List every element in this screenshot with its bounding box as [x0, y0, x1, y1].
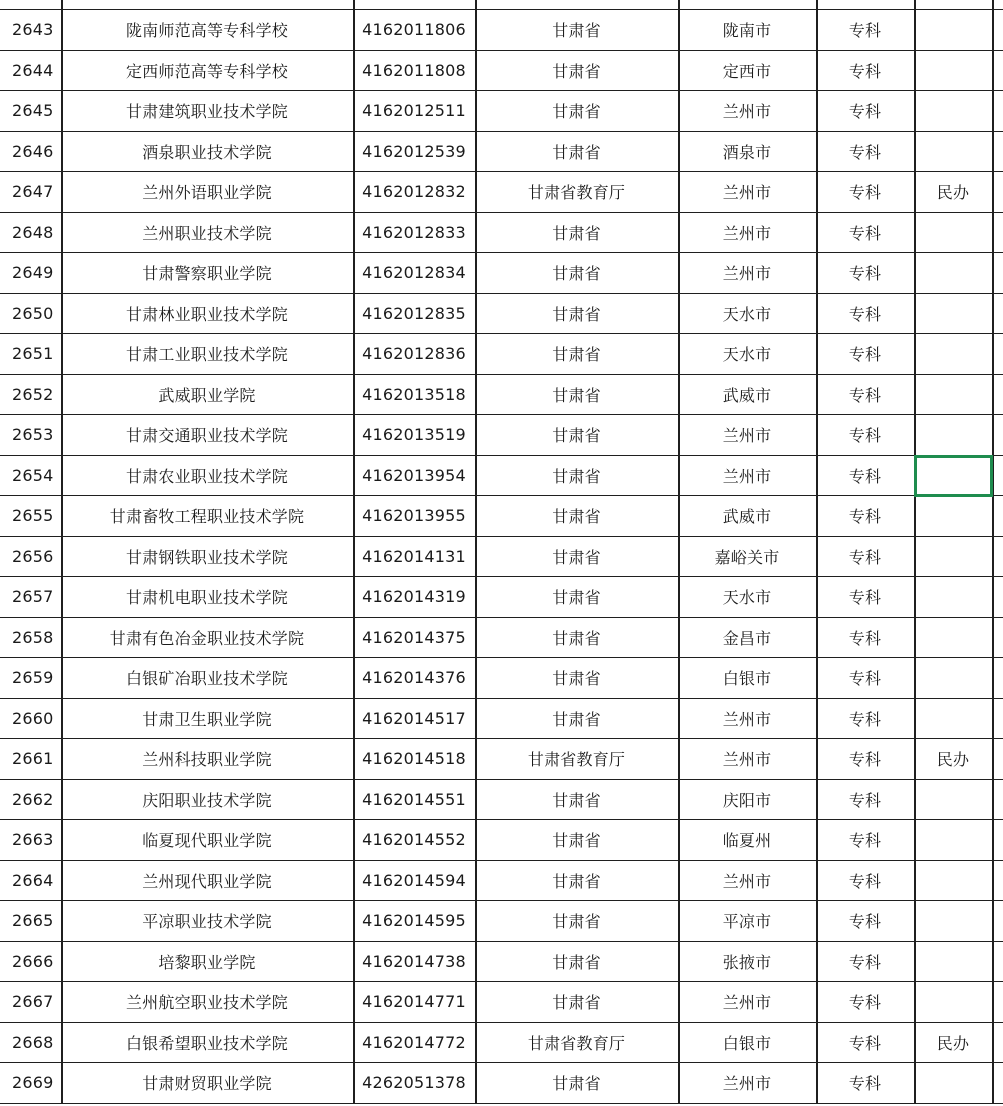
note-cell[interactable] [914, 942, 992, 982]
school-code-cell[interactable]: 4162012539 [362, 141, 466, 161]
row-number-cell[interactable]: 2644 [12, 60, 54, 80]
authority-cell[interactable]: 甘肃省 [552, 912, 601, 932]
row-number-cell[interactable]: 2663 [12, 830, 54, 850]
level-cell[interactable]: 专科 [848, 61, 882, 81]
school-code-cell[interactable]: 4162011806 [362, 20, 466, 40]
authority-cell[interactable]: 甘肃省 [552, 507, 601, 527]
level-cell[interactable]: 专科 [848, 952, 882, 972]
city-cell[interactable]: 临夏州 [722, 831, 772, 851]
table-row [0, 51, 1003, 92]
authority-cell[interactable]: 甘肃省教育厅 [527, 750, 626, 770]
authority-cell[interactable]: 甘肃省 [552, 831, 601, 851]
school-name-cell[interactable]: 甘肃建筑职业技术学院 [125, 102, 288, 122]
row-number-cell[interactable]: 2648 [12, 222, 54, 242]
city-cell[interactable]: 白银市 [722, 1033, 772, 1053]
level-cell[interactable]: 专科 [848, 628, 882, 648]
level-cell[interactable]: 专科 [848, 709, 882, 729]
table-row [0, 699, 1003, 740]
note-cell[interactable] [914, 537, 992, 577]
table-row [0, 577, 1003, 618]
city-cell[interactable]: 平凉市 [722, 912, 772, 932]
level-cell[interactable]: 专科 [848, 547, 882, 567]
school-name-cell[interactable]: 培黎职业学院 [158, 952, 256, 972]
table-row [0, 618, 1003, 659]
table-row [0, 375, 1003, 416]
note-cell[interactable] [914, 982, 992, 1022]
row-number-cell[interactable]: 2662 [12, 789, 54, 809]
level-cell[interactable]: 专科 [848, 507, 882, 527]
table-row [0, 132, 1003, 173]
school-code-cell[interactable]: 4162012834 [362, 263, 466, 283]
school-code-cell[interactable]: 4162012836 [362, 344, 466, 364]
column-divider [678, 0, 680, 1104]
city-cell[interactable]: 酒泉市 [722, 142, 772, 162]
column-divider [816, 0, 818, 1104]
school-code-cell[interactable]: 4162011808 [362, 60, 466, 80]
school-name-cell[interactable]: 平凉职业技术学院 [142, 912, 272, 932]
school-name-cell[interactable]: 甘肃工业职业技术学院 [125, 345, 288, 365]
note-cell[interactable] [914, 334, 992, 374]
row-number-cell[interactable]: 2668 [12, 1032, 54, 1052]
level-cell[interactable]: 专科 [848, 21, 882, 41]
school-name-cell[interactable]: 甘肃有色冶金职业技术学院 [109, 628, 305, 648]
level-cell[interactable]: 专科 [848, 183, 882, 203]
authority-cell[interactable]: 甘肃省 [552, 61, 601, 81]
note-cell[interactable] [914, 861, 992, 901]
level-cell[interactable]: 专科 [848, 426, 882, 446]
note-cell[interactable] [914, 496, 992, 536]
note-cell[interactable] [914, 1063, 992, 1103]
row-number-cell[interactable]: 2645 [12, 101, 54, 121]
authority-cell[interactable]: 甘肃省 [552, 871, 601, 891]
city-cell[interactable]: 兰州市 [722, 426, 772, 446]
note-cell[interactable] [914, 456, 992, 496]
school-code-cell[interactable]: 4162014375 [362, 627, 466, 647]
authority-cell[interactable]: 甘肃省 [552, 1074, 601, 1094]
city-cell[interactable]: 张掖市 [722, 952, 772, 972]
row-number-cell[interactable]: 2669 [12, 1073, 54, 1093]
level-cell[interactable]: 专科 [848, 142, 882, 162]
row-number-cell[interactable]: 2647 [12, 182, 54, 202]
authority-cell[interactable]: 甘肃省 [552, 385, 601, 405]
authority-cell[interactable]: 甘肃省 [552, 628, 601, 648]
school-code-cell[interactable]: 4162014551 [362, 789, 466, 809]
row-number-cell[interactable]: 2652 [12, 384, 54, 404]
school-name-cell[interactable]: 兰州航空职业技术学院 [125, 993, 288, 1013]
authority-cell[interactable]: 甘肃省 [552, 709, 601, 729]
level-cell[interactable]: 专科 [848, 669, 882, 689]
authority-cell[interactable]: 甘肃省 [552, 426, 601, 446]
note-cell[interactable]: 民办 [936, 183, 970, 203]
level-cell[interactable]: 专科 [848, 871, 882, 891]
note-cell[interactable] [914, 375, 992, 415]
row-number-cell[interactable]: 2658 [12, 627, 54, 647]
note-cell[interactable] [914, 618, 992, 658]
authority-cell[interactable]: 甘肃省 [552, 993, 601, 1013]
table-row [0, 901, 1003, 942]
level-cell[interactable]: 专科 [848, 385, 882, 405]
level-cell[interactable]: 专科 [848, 466, 882, 486]
level-cell[interactable]: 专科 [848, 588, 882, 608]
note-cell[interactable] [914, 699, 992, 739]
note-cell[interactable] [914, 253, 992, 293]
school-code-cell[interactable]: 4162013519 [362, 425, 466, 445]
table-row [0, 658, 1003, 699]
column-divider [914, 0, 916, 1104]
school-code-cell[interactable]: 4162014376 [362, 668, 466, 688]
school-code-cell[interactable]: 4162012511 [362, 101, 466, 121]
row-number-cell[interactable]: 2657 [12, 587, 54, 607]
table-row [0, 982, 1003, 1023]
school-code-cell[interactable]: 4162014595 [362, 911, 466, 931]
note-cell[interactable] [914, 415, 992, 455]
city-cell[interactable]: 白银市 [722, 669, 772, 689]
city-cell[interactable]: 武威市 [722, 385, 772, 405]
table-row [0, 1023, 1003, 1064]
row-number-cell[interactable]: 2643 [12, 20, 54, 40]
row-number-cell[interactable]: 2650 [12, 303, 54, 323]
note-cell[interactable] [914, 51, 992, 91]
row-number-cell[interactable]: 2659 [12, 668, 54, 688]
school-name-cell[interactable]: 甘肃林业职业技术学院 [125, 304, 288, 324]
school-name-cell[interactable]: 兰州外语职业学院 [142, 183, 272, 203]
row-number-cell[interactable]: 2653 [12, 425, 54, 445]
city-cell[interactable]: 陇南市 [722, 21, 772, 41]
school-code-cell[interactable]: 4162014552 [362, 830, 466, 850]
school-name-cell[interactable]: 甘肃警察职业学院 [142, 264, 272, 284]
row-number-cell[interactable]: 2651 [12, 344, 54, 364]
city-cell[interactable]: 兰州市 [722, 993, 772, 1013]
table-row [0, 537, 1003, 578]
row-number-cell[interactable]: 2664 [12, 870, 54, 890]
school-code-cell[interactable]: 4162014772 [362, 1032, 466, 1052]
note-cell[interactable]: 民办 [936, 750, 970, 770]
row-number-cell[interactable]: 2666 [12, 951, 54, 971]
level-cell[interactable]: 专科 [848, 223, 882, 243]
column-divider [992, 0, 994, 1104]
table-row [0, 820, 1003, 861]
level-cell[interactable]: 专科 [848, 790, 882, 810]
city-cell[interactable]: 兰州市 [722, 223, 772, 243]
note-cell[interactable]: 民办 [936, 1033, 970, 1053]
table-row [0, 1063, 1003, 1104]
level-cell[interactable]: 专科 [848, 102, 882, 122]
level-cell[interactable]: 专科 [848, 750, 882, 770]
city-cell[interactable]: 庆阳市 [722, 790, 772, 810]
table-row [0, 942, 1003, 983]
note-cell[interactable] [914, 132, 992, 172]
level-cell[interactable]: 专科 [848, 912, 882, 932]
city-cell[interactable]: 兰州市 [722, 871, 772, 891]
authority-cell[interactable]: 甘肃省 [552, 790, 601, 810]
row-number-cell[interactable]: 2655 [12, 506, 54, 526]
table-row [0, 172, 1003, 213]
table-row [0, 496, 1003, 537]
level-cell[interactable]: 专科 [848, 831, 882, 851]
city-cell[interactable]: 兰州市 [722, 466, 772, 486]
city-cell[interactable]: 金昌市 [722, 628, 772, 648]
authority-cell[interactable]: 甘肃省 [552, 223, 601, 243]
table-row [0, 456, 1003, 497]
row-number-cell[interactable]: 2667 [12, 992, 54, 1012]
table-row [0, 10, 1003, 51]
school-name-cell[interactable]: 兰州科技职业学院 [142, 750, 272, 770]
authority-cell[interactable]: 甘肃省 [552, 547, 601, 567]
authority-cell[interactable]: 甘肃省教育厅 [527, 1033, 626, 1053]
school-code-cell[interactable]: 4162014594 [362, 870, 466, 890]
column-divider [475, 0, 477, 1104]
school-code-cell[interactable]: 4162014517 [362, 708, 466, 728]
table-row [0, 739, 1003, 780]
school-name-cell[interactable]: 定西师范高等专科学校 [125, 61, 288, 81]
city-cell[interactable]: 嘉峪关市 [714, 547, 780, 567]
school-name-cell[interactable]: 甘肃农业职业技术学院 [125, 466, 288, 486]
school-name-cell[interactable]: 武威职业学院 [158, 385, 256, 405]
school-name-cell[interactable]: 甘肃财贸职业学院 [142, 1074, 272, 1094]
school-name-cell[interactable]: 白银矿冶职业技术学院 [125, 669, 288, 689]
authority-cell[interactable]: 甘肃省 [552, 669, 601, 689]
table-row [0, 253, 1003, 294]
school-name-cell[interactable]: 酒泉职业技术学院 [142, 142, 272, 162]
table-row [0, 780, 1003, 821]
city-cell[interactable]: 天水市 [722, 588, 772, 608]
authority-cell[interactable]: 甘肃省 [552, 21, 601, 41]
table-row [0, 861, 1003, 902]
school-name-cell[interactable]: 甘肃畜牧工程职业技术学院 [109, 507, 305, 527]
row-number-cell[interactable]: 2660 [12, 708, 54, 728]
school-name-cell[interactable]: 兰州现代职业学院 [142, 871, 272, 891]
authority-cell[interactable]: 甘肃省教育厅 [527, 183, 626, 203]
table-row [0, 334, 1003, 375]
school-code-cell[interactable]: 4162014131 [362, 546, 466, 566]
authority-cell[interactable]: 甘肃省 [552, 304, 601, 324]
note-cell[interactable] [914, 10, 992, 50]
column-divider [353, 0, 355, 1104]
city-cell[interactable]: 武威市 [722, 507, 772, 527]
school-code-cell[interactable]: 4162012832 [362, 182, 466, 202]
row-number-cell[interactable]: 2646 [12, 141, 54, 161]
note-cell[interactable] [914, 213, 992, 253]
authority-cell[interactable]: 甘肃省 [552, 142, 601, 162]
school-name-cell[interactable]: 甘肃机电职业技术学院 [125, 588, 288, 608]
school-code-cell[interactable]: 4262051378 [362, 1073, 466, 1093]
table-row-partial [0, 0, 1003, 10]
school-name-cell[interactable]: 兰州职业技术学院 [142, 223, 272, 243]
note-cell[interactable] [914, 901, 992, 941]
table-row [0, 91, 1003, 132]
table-row [0, 213, 1003, 254]
school-name-cell[interactable]: 白银希望职业技术学院 [125, 1033, 288, 1053]
note-cell[interactable] [914, 577, 992, 617]
school-code-cell[interactable]: 4162014319 [362, 587, 466, 607]
level-cell[interactable]: 专科 [848, 993, 882, 1013]
school-code-cell[interactable]: 4162014738 [362, 951, 466, 971]
school-name-cell[interactable]: 甘肃交通职业技术学院 [125, 426, 288, 446]
note-cell[interactable] [914, 294, 992, 334]
school-name-cell[interactable]: 甘肃卫生职业学院 [142, 709, 272, 729]
school-name-cell[interactable]: 庆阳职业技术学院 [142, 790, 272, 810]
column-divider [61, 0, 63, 1104]
school-code-cell[interactable]: 4162013955 [362, 506, 466, 526]
school-name-cell[interactable]: 临夏现代职业学院 [142, 831, 272, 851]
row-number-cell[interactable]: 2661 [12, 749, 54, 769]
city-cell[interactable]: 兰州市 [722, 183, 772, 203]
level-cell[interactable]: 专科 [848, 1033, 882, 1053]
authority-cell[interactable]: 甘肃省 [552, 102, 601, 122]
row-number-cell[interactable]: 2665 [12, 911, 54, 931]
school-code-cell[interactable]: 4162014518 [362, 749, 466, 769]
note-cell[interactable] [914, 658, 992, 698]
city-cell[interactable]: 天水市 [722, 304, 772, 324]
city-cell[interactable]: 兰州市 [722, 750, 772, 770]
row-number-cell[interactable]: 2649 [12, 263, 54, 283]
school-code-cell[interactable]: 4162014771 [362, 992, 466, 1012]
level-cell[interactable]: 专科 [848, 264, 882, 284]
note-cell[interactable] [914, 780, 992, 820]
note-cell[interactable] [914, 820, 992, 860]
note-cell[interactable] [914, 91, 992, 131]
row-number-cell[interactable]: 2654 [12, 465, 54, 485]
city-cell[interactable]: 天水市 [722, 345, 772, 365]
school-code-cell[interactable]: 4162012833 [362, 222, 466, 242]
level-cell[interactable]: 专科 [848, 304, 882, 324]
school-code-cell[interactable]: 4162013954 [362, 465, 466, 485]
school-code-cell[interactable]: 4162013518 [362, 384, 466, 404]
table-row [0, 415, 1003, 456]
school-name-cell[interactable]: 陇南师范高等专科学校 [125, 21, 288, 41]
table-row [0, 294, 1003, 335]
city-cell[interactable]: 兰州市 [722, 1074, 772, 1094]
authority-cell[interactable]: 甘肃省 [552, 345, 601, 365]
row-number-cell[interactable]: 2656 [12, 546, 54, 566]
city-cell[interactable]: 兰州市 [722, 102, 772, 122]
authority-cell[interactable]: 甘肃省 [552, 264, 601, 284]
city-cell[interactable]: 兰州市 [722, 264, 772, 284]
school-name-cell[interactable]: 甘肃钢铁职业技术学院 [125, 547, 288, 567]
level-cell[interactable]: 专科 [848, 1074, 882, 1094]
authority-cell[interactable]: 甘肃省 [552, 952, 601, 972]
city-cell[interactable]: 兰州市 [722, 709, 772, 729]
level-cell[interactable]: 专科 [848, 345, 882, 365]
school-code-cell[interactable]: 4162012835 [362, 303, 466, 323]
authority-cell[interactable]: 甘肃省 [552, 466, 601, 486]
city-cell[interactable]: 定西市 [722, 61, 772, 81]
authority-cell[interactable]: 甘肃省 [552, 588, 601, 608]
